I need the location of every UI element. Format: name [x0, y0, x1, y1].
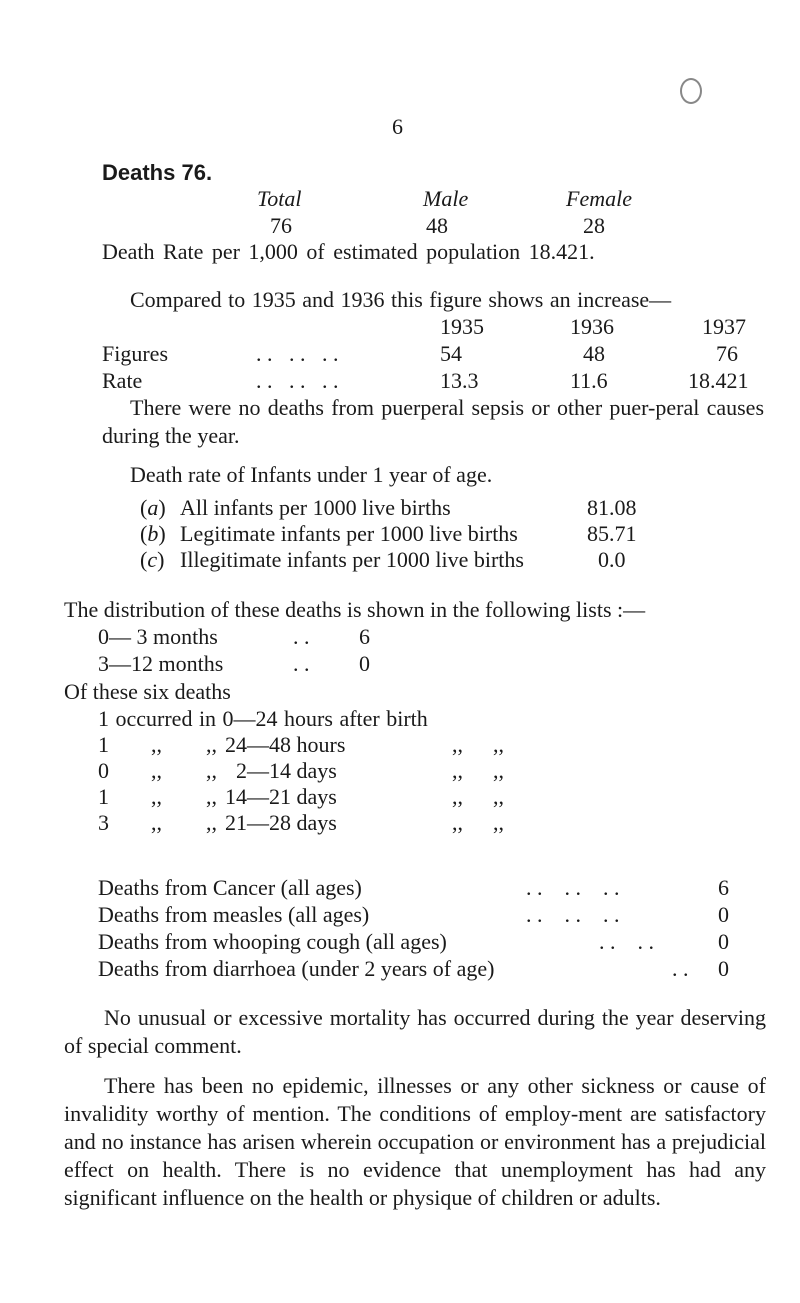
six-ditto-4a: ,,: [151, 810, 162, 835]
row-label-rate: Rate: [102, 368, 143, 393]
figures-1936: 48: [583, 341, 605, 366]
infant-label-c: Illegitimate infants per 1000 live births: [180, 547, 524, 572]
epidemic-paragraph: There has been no epidemic, illnesses or any other sickness or cause of invalidity worthy of mention. The conditions of employ-ment are satisfactory and no instance has arisen wherein occupation or environment has a prejudicial effect on health. There is no evidence that unemployment has had any significant influence on the health or physique of children or adults.: [64, 1073, 766, 1210]
distribution-dots-1: . .: [293, 651, 310, 676]
header-female: Female: [566, 186, 632, 211]
row-dots-figures: . . . . . .: [256, 341, 339, 366]
value-total: 76: [270, 213, 292, 238]
six-ditto-3b: ,,: [206, 784, 217, 809]
row-label-figures: Figures: [102, 341, 168, 366]
six-ditto-1d: ,,: [493, 732, 504, 757]
six-deaths-first-line: 1 occurred in 0—24 hours after birth: [98, 706, 428, 731]
distribution-label-1: 3—12 months: [98, 651, 224, 676]
six-count-4: 3: [98, 810, 109, 835]
year-1935: 1935: [440, 314, 484, 339]
rate-1937: 18.421: [688, 368, 749, 393]
six-period-4: 21—28 days: [225, 810, 337, 835]
cause-label-diarrhoea: Deaths from diarrhoea (under 2 years of age): [98, 956, 495, 981]
page-number: 6: [392, 114, 403, 139]
infant-item-a: (a): [140, 495, 166, 520]
six-ditto-2c: ,,: [452, 758, 463, 783]
section-heading: Deaths 76.: [102, 160, 213, 185]
six-period-2: 2—14 days: [236, 758, 337, 783]
distribution-value-0: 6: [359, 624, 370, 649]
infant-mark-c: c: [147, 547, 158, 572]
six-ditto-3c: ,,: [452, 784, 463, 809]
infant-label-b: Legitimate infants per 1000 live births: [180, 521, 518, 546]
six-deaths-intro: Of these six deaths: [64, 679, 231, 704]
infant-value-c: 0.0: [598, 547, 626, 572]
value-male: 48: [426, 213, 448, 238]
distribution-value-1: 0: [359, 651, 370, 676]
distribution-label-0: 0— 3 months: [98, 624, 218, 649]
six-ditto-1b: ,,: [206, 732, 217, 757]
cause-dots-cancer: . . . . . .: [526, 875, 620, 900]
six-ditto-2a: ,,: [151, 758, 162, 783]
page-corner-mark: [680, 78, 702, 104]
value-female: 28: [583, 213, 605, 238]
infant-title: Death rate of Infants under 1 year of age.: [130, 462, 493, 487]
puerperal-paragraph: There were no deaths from puerperal sepsis or other puer-peral causes during the year.: [102, 395, 764, 448]
six-count-2: 0: [98, 758, 109, 783]
six-ditto-4c: ,,: [452, 810, 463, 835]
cause-label-cancer: Deaths from Cancer (all ages): [98, 875, 362, 900]
six-count-1: 1: [98, 732, 109, 757]
year-1936: 1936: [570, 314, 614, 339]
infant-mark-a: a: [147, 495, 159, 520]
infant-item-c: (c): [140, 547, 165, 572]
figures-1937: 76: [716, 341, 738, 366]
six-ditto-3a: ,,: [151, 784, 162, 809]
cause-dots-diarrhoea: . .: [672, 956, 689, 981]
six-ditto-1c: ,,: [452, 732, 463, 757]
six-ditto-3d: ,,: [493, 784, 504, 809]
year-1937: 1937: [702, 314, 746, 339]
rate-1936: 11.6: [570, 368, 608, 393]
infant-item-b: (b): [140, 521, 166, 546]
distribution-intro: The distribution of these deaths is shown in the following lists :—: [64, 597, 646, 622]
infant-value-a: 81.08: [587, 495, 637, 520]
cause-value-cancer: 6: [718, 875, 729, 900]
cause-dots-whooping: . . . .: [599, 929, 654, 954]
header-male: Male: [423, 186, 469, 211]
six-ditto-2b: ,,: [206, 758, 217, 783]
cause-value-measles: 0: [718, 902, 729, 927]
infant-label-a: All infants per 1000 live births: [180, 495, 451, 520]
cause-label-measles: Deaths from measles (all ages): [98, 902, 370, 927]
rate-1935: 13.3: [440, 368, 479, 393]
cause-value-whooping: 0: [718, 929, 729, 954]
six-ditto-4b: ,,: [206, 810, 217, 835]
cause-dots-measles: . . . . . .: [526, 902, 620, 927]
six-ditto-4d: ,,: [493, 810, 504, 835]
header-total: Total: [257, 186, 302, 211]
compare-intro: Compared to 1935 and 1936 this figure shows an increase—: [130, 287, 672, 312]
cause-value-diarrhoea: 0: [718, 956, 729, 981]
infant-value-b: 85.71: [587, 521, 637, 546]
mortality-paragraph: No unusual or excessive mortality has occurred during the year deserving of special comment.: [64, 1005, 766, 1058]
row-dots-rate: . . . . . .: [256, 368, 339, 393]
infant-mark-b: b: [147, 521, 159, 546]
cause-label-whooping: Deaths from whooping cough (all ages): [98, 929, 447, 954]
six-period-3: 14—21 days: [225, 784, 337, 809]
death-rate-line: Death Rate per 1,000 of estimated population 18.421.: [102, 239, 595, 264]
distribution-dots-0: . .: [293, 624, 310, 649]
six-ditto-1a: ,,: [151, 732, 162, 757]
six-count-3: 1: [98, 784, 109, 809]
six-period-1: 24—48 hours: [225, 732, 346, 757]
six-ditto-2d: ,,: [493, 758, 504, 783]
figures-1935: 54: [440, 341, 462, 366]
